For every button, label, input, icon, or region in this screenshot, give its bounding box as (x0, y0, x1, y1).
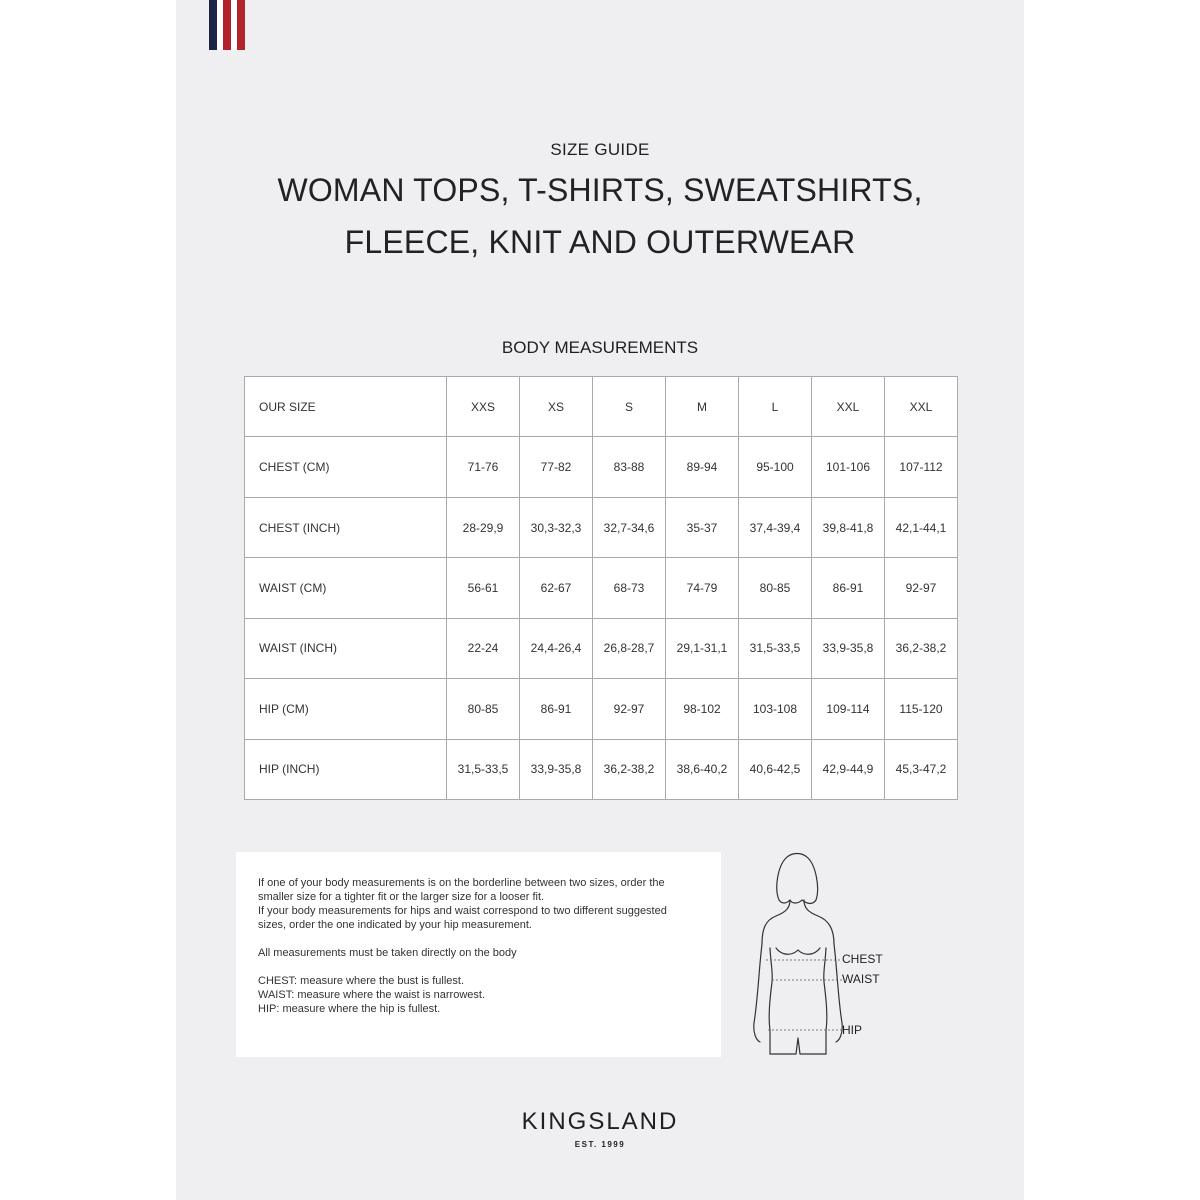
table-cell: 42,1-44,1 (885, 497, 958, 557)
table-cell: 40,6-42,5 (739, 739, 812, 799)
table-cell: 33,9-35,8 (520, 739, 593, 799)
table-cell: 56-61 (447, 558, 520, 618)
table-cell: 24,4-26,4 (520, 618, 593, 678)
table-cell: 101-106 (812, 437, 885, 497)
table-cell: 83-88 (593, 437, 666, 497)
left-torso (769, 948, 772, 1054)
note-line: smaller size for a tighter fit or the larger size for a looser fit. (258, 891, 545, 903)
red-stripe (223, 0, 231, 50)
table-cell: 26,8-28,7 (593, 618, 666, 678)
size-table (244, 376, 958, 800)
table-row (245, 679, 958, 739)
note-line: If your body measurements for hips and waist correspond to two different suggested (258, 905, 667, 917)
right-arm (834, 944, 842, 1042)
table-row (245, 558, 958, 618)
title-line-1: WOMAN TOPS, T-SHIRTS, SWEATSHIRTS, (277, 172, 923, 208)
column-header: XXS (447, 377, 520, 437)
note-line: sizes, order the one indicated by your hip measurement. (258, 919, 532, 931)
table-cell: 68-73 (593, 558, 666, 618)
table-cell: 77-82 (520, 437, 593, 497)
table-cell: 39,8-41,8 (812, 497, 885, 557)
head-shape (777, 854, 818, 904)
table-cell: 29,1-31,1 (666, 618, 739, 678)
table-cell: 36,2-38,2 (593, 739, 666, 799)
measurement-notes (236, 852, 721, 1057)
row-label: WAIST (INCH) (245, 618, 447, 678)
table-cell: 35-37 (666, 497, 739, 557)
table-cell: 80-85 (739, 558, 812, 618)
row-label: WAIST (CM) (245, 558, 447, 618)
title-line-2: FLEECE, KNIT AND OUTERWEAR (344, 224, 856, 260)
column-header: OUR SIZE (245, 377, 447, 437)
table-cell: 86-91 (812, 558, 885, 618)
table-row (245, 497, 958, 557)
size-guide-page (176, 0, 1024, 1200)
bust-line (776, 948, 820, 954)
note-line: If one of your body measurements is on the borderline between two sizes, order the (258, 877, 665, 889)
red-stripe-2 (237, 0, 245, 50)
table-cell: 36,2-38,2 (885, 618, 958, 678)
table-cell: 103-108 (739, 679, 812, 739)
table-cell: 95-100 (739, 437, 812, 497)
column-header: L (739, 377, 812, 437)
table-cell: 107-112 (885, 437, 958, 497)
table-row (245, 437, 958, 497)
table-cell: 71-76 (447, 437, 520, 497)
table-cell: 32,7-34,6 (593, 497, 666, 557)
table-cell: 33,9-35,8 (812, 618, 885, 678)
legs-outline (770, 1038, 826, 1054)
table-cell: 62-67 (520, 558, 593, 618)
table-cell: 115-120 (885, 679, 958, 739)
table-cell: 37,4-39,4 (739, 497, 812, 557)
column-header: XXL (885, 377, 958, 437)
column-header: XXL (812, 377, 885, 437)
brand-logo: KINGSLAND (521, 1108, 679, 1135)
table-cell: 31,5-33,5 (739, 618, 812, 678)
table-cell: 92-97 (593, 679, 666, 739)
table-cell: 45,3-47,2 (885, 739, 958, 799)
chest-label: CHEST (842, 952, 883, 966)
note-hip: HIP: measure where the hip is fullest. (258, 1003, 441, 1015)
table-cell: 92-97 (885, 558, 958, 618)
right-torso (824, 948, 827, 1054)
brand-stripes (209, 0, 245, 50)
column-header: M (666, 377, 739, 437)
note-definitions (258, 974, 703, 1016)
navy-stripe (209, 0, 217, 50)
left-arm (754, 944, 762, 1042)
table-cell: 98-102 (666, 679, 739, 739)
table-cell: 38,6-40,2 (666, 739, 739, 799)
right-shoulder (804, 900, 834, 944)
table-cell: 28-29,9 (447, 497, 520, 557)
column-header: XS (520, 377, 593, 437)
page-title (176, 164, 1024, 268)
table-row (245, 739, 958, 799)
note-waist: WAIST: measure where the waist is narrowest. (258, 989, 486, 1001)
note-chest: CHEST: measure where the bust is fullest. (258, 975, 465, 987)
waist-label: WAIST (842, 972, 880, 986)
table-cell: 80-85 (447, 679, 520, 739)
row-label: HIP (CM) (245, 679, 447, 739)
row-label: CHEST (INCH) (245, 497, 447, 557)
table-header-row (245, 377, 958, 437)
note-borderline (258, 876, 703, 932)
row-label: CHEST (CM) (245, 437, 447, 497)
table-cell: 30,3-32,3 (520, 497, 593, 557)
table-cell: 74-79 (666, 558, 739, 618)
column-header: S (593, 377, 666, 437)
table-heading: BODY MEASUREMENTS (501, 338, 699, 357)
row-label: HIP (INCH) (245, 739, 447, 799)
table-cell: 42,9-44,9 (812, 739, 885, 799)
table-cell: 31,5-33,5 (447, 739, 520, 799)
left-shoulder (762, 900, 790, 944)
note-direct: All measurements must be taken directly on the body (258, 947, 517, 959)
table-cell: 109-114 (812, 679, 885, 739)
table-cell: 22-24 (447, 618, 520, 678)
table-cell: 89-94 (666, 437, 739, 497)
brand-tagline: EST. 1999 (574, 1140, 626, 1149)
table-row (245, 618, 958, 678)
table-cell: 86-91 (520, 679, 593, 739)
hip-label: HIP (842, 1023, 863, 1037)
size-guide-label: SIZE GUIDE (550, 140, 650, 159)
body-figure (746, 848, 906, 1063)
